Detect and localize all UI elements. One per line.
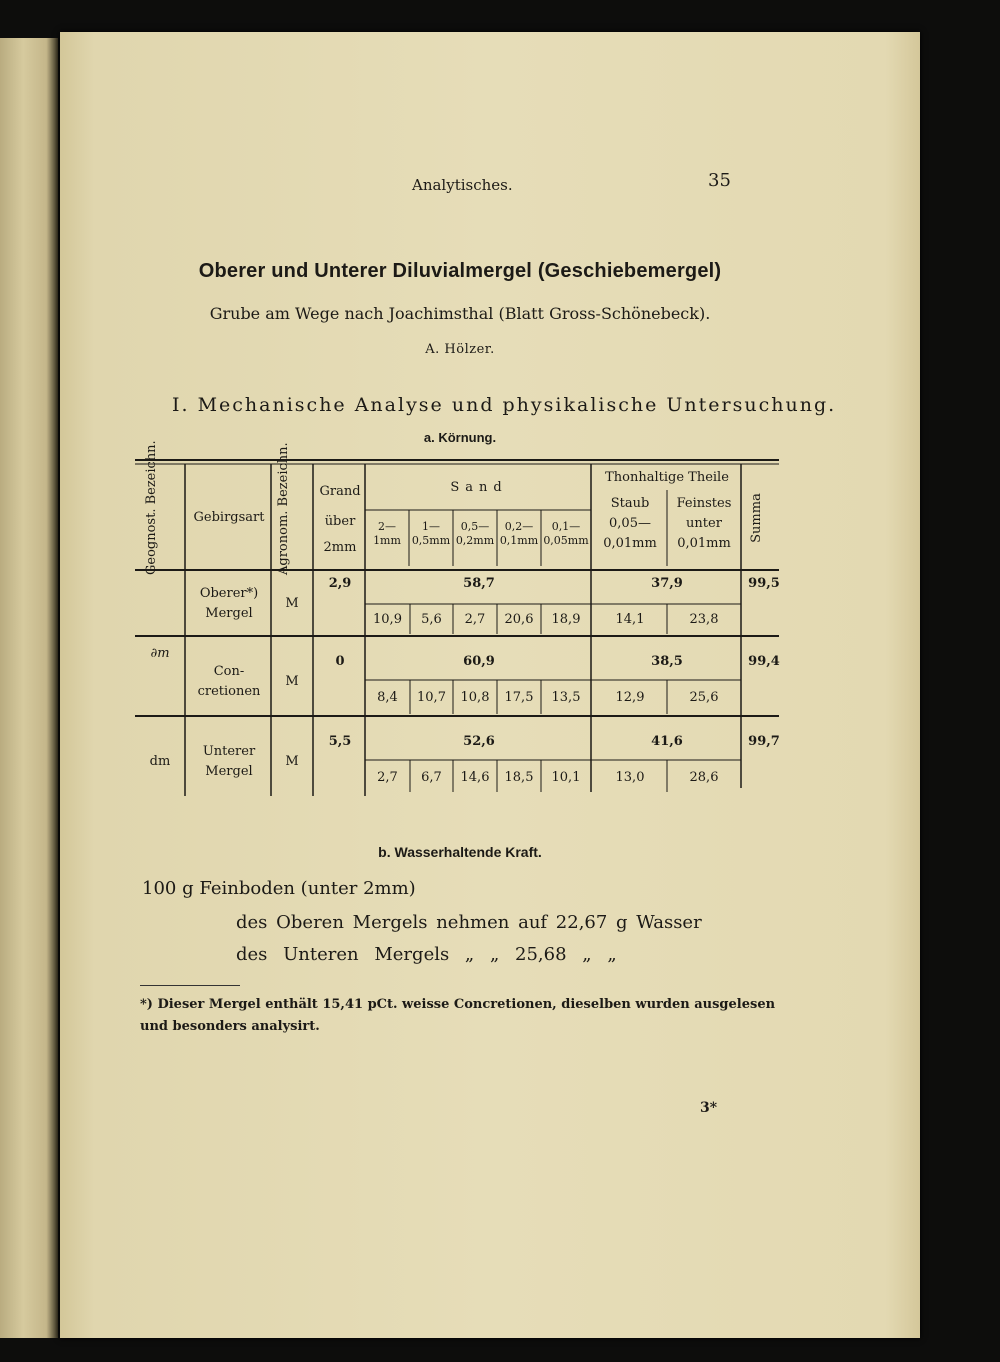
row2-sand-value: 17,5 <box>504 690 534 705</box>
row2-sand-value: 13,5 <box>551 690 581 705</box>
facing-page-edge <box>0 38 58 1338</box>
row1-sand-value: 5,6 <box>421 612 442 627</box>
footnote: *) Dieser Mergel enthält 15,41 pCt. weisse Concretionen, dieselben wurden ausgelesen und besonders analysirt. <box>140 997 776 1034</box>
row1-thon-total: 37,9 <box>651 576 683 591</box>
section-heading: I. Mechanische Analyse und physikalische Untersuchung. <box>172 394 837 416</box>
header-geognost: Geognost. Bezeichn. <box>144 440 159 575</box>
water-line-1: 100 g Feinboden (unter 2mm) <box>142 878 416 899</box>
row1-gebirgsart-line2: Mergel <box>205 606 253 621</box>
row3-sand-total: 52,6 <box>463 734 495 749</box>
page-number: 35 <box>708 170 731 191</box>
row2-sand-value: 8,4 <box>377 690 398 705</box>
header-agronom: Agronom. Bezeichn. <box>276 442 291 575</box>
header-feinstes: Feinstes <box>676 496 732 511</box>
running-head: Analytisches. <box>412 176 513 194</box>
row3-summa: 99,7 <box>748 734 780 749</box>
grain-size-table <box>135 440 785 798</box>
row2-thon-total: 38,5 <box>651 654 683 669</box>
header-sand-col: 0,2— 0,1mm <box>499 520 539 547</box>
row2-gebirgsart-line2: cretionen <box>197 684 261 699</box>
row2-sand-value: 10,7 <box>417 690 446 705</box>
subsection-heading-b: b. Wasserhaltende Kraft. <box>378 844 542 860</box>
row2-feinstes: 25,6 <box>689 690 719 705</box>
water-line-2: des Oberen Mergels nehmen auf 22,67 g Wasser <box>236 912 702 933</box>
header-grand-2: über <box>324 514 356 529</box>
header-sand-col: 0,5— 0,2mm <box>455 520 495 547</box>
row3-gebirgsart-line2: Mergel <box>205 764 253 779</box>
row1-sand-value: 2,7 <box>464 612 486 627</box>
row3-sand-value: 6,7 <box>421 770 442 785</box>
row3-sand-value: 18,5 <box>504 770 534 785</box>
row2-summa: 99,4 <box>748 654 780 669</box>
row3-sand-value: 10,1 <box>551 770 581 785</box>
row2-staub: 12,9 <box>615 690 645 705</box>
header-thon: Thonhaltige Theile <box>605 470 729 485</box>
header-sand-col: 2— 1mm <box>373 520 401 547</box>
row2-grand: 0 <box>335 654 345 669</box>
row2-agronom: M <box>285 674 299 689</box>
header-grand-1: Grand <box>319 484 361 499</box>
header-sand: Sand <box>450 480 508 495</box>
page-title: Oberer und Unterer Diluvialmergel (Geschiebemergel) <box>198 260 722 282</box>
row3-gebirgsart-line1: Unterer <box>202 744 256 759</box>
header-staub-range: 0,05— <box>609 516 651 531</box>
header-staub-unit: 0,01mm <box>603 536 657 551</box>
row3-feinstes: 28,6 <box>689 770 719 785</box>
subsection-heading-a: a. Körnung. <box>423 430 497 445</box>
row1-agronom: M <box>285 596 299 611</box>
header-gebirgsart: Gebirgsart <box>193 510 265 525</box>
footnote-rule <box>140 985 240 986</box>
row3-geognost: dm <box>149 754 171 769</box>
header-feinstes-range: unter <box>686 516 722 531</box>
row1-sand-value: 18,9 <box>551 612 581 627</box>
header-grand-3: 2mm <box>323 540 357 555</box>
row1-feinstes: 23,8 <box>689 612 719 627</box>
header-feinstes-unit: 0,01mm <box>677 536 731 551</box>
row1-sand-value: 20,6 <box>504 612 534 627</box>
row1-staub: 14,1 <box>615 612 645 627</box>
header-sand-col: 1— 0,5mm <box>411 520 451 547</box>
row1-sand-value: 10,9 <box>373 612 402 627</box>
row3-sand-value: 14,6 <box>460 770 490 785</box>
row3-staub: 13,0 <box>615 770 645 785</box>
row3-sand-value: 2,7 <box>377 770 398 785</box>
water-line-3: des Unteren Mergels „ „ 25,68 „ „ <box>236 944 617 965</box>
row3-grand: 5,5 <box>328 734 352 749</box>
row1-summa: 99,5 <box>748 576 780 591</box>
row1-grand: 2,9 <box>328 576 352 591</box>
row2-sand-value: 10,8 <box>460 690 490 705</box>
header-staub: Staub <box>610 496 650 511</box>
header-summa: Summa <box>749 493 764 543</box>
row2-geognost: ∂m <box>150 646 170 661</box>
row1-gebirgsart-line1: Oberer*) <box>199 586 259 601</box>
row3-thon-total: 41,6 <box>651 734 683 749</box>
header-sand-col: 0,1— 0,05mm <box>543 520 589 547</box>
row3-agronom: M <box>285 754 299 769</box>
page-subtitle: Grube am Wege nach Joachimsthal (Blatt Gross-Schönebeck). <box>209 304 711 323</box>
book-page <box>60 32 920 1338</box>
row1-sand-total: 58,7 <box>463 576 495 591</box>
author: A. Hölzer. <box>425 342 495 357</box>
signature-mark: 3* <box>700 1100 718 1116</box>
row2-gebirgsart-line1: Con- <box>213 664 245 679</box>
row2-sand-total: 60,9 <box>463 654 495 669</box>
